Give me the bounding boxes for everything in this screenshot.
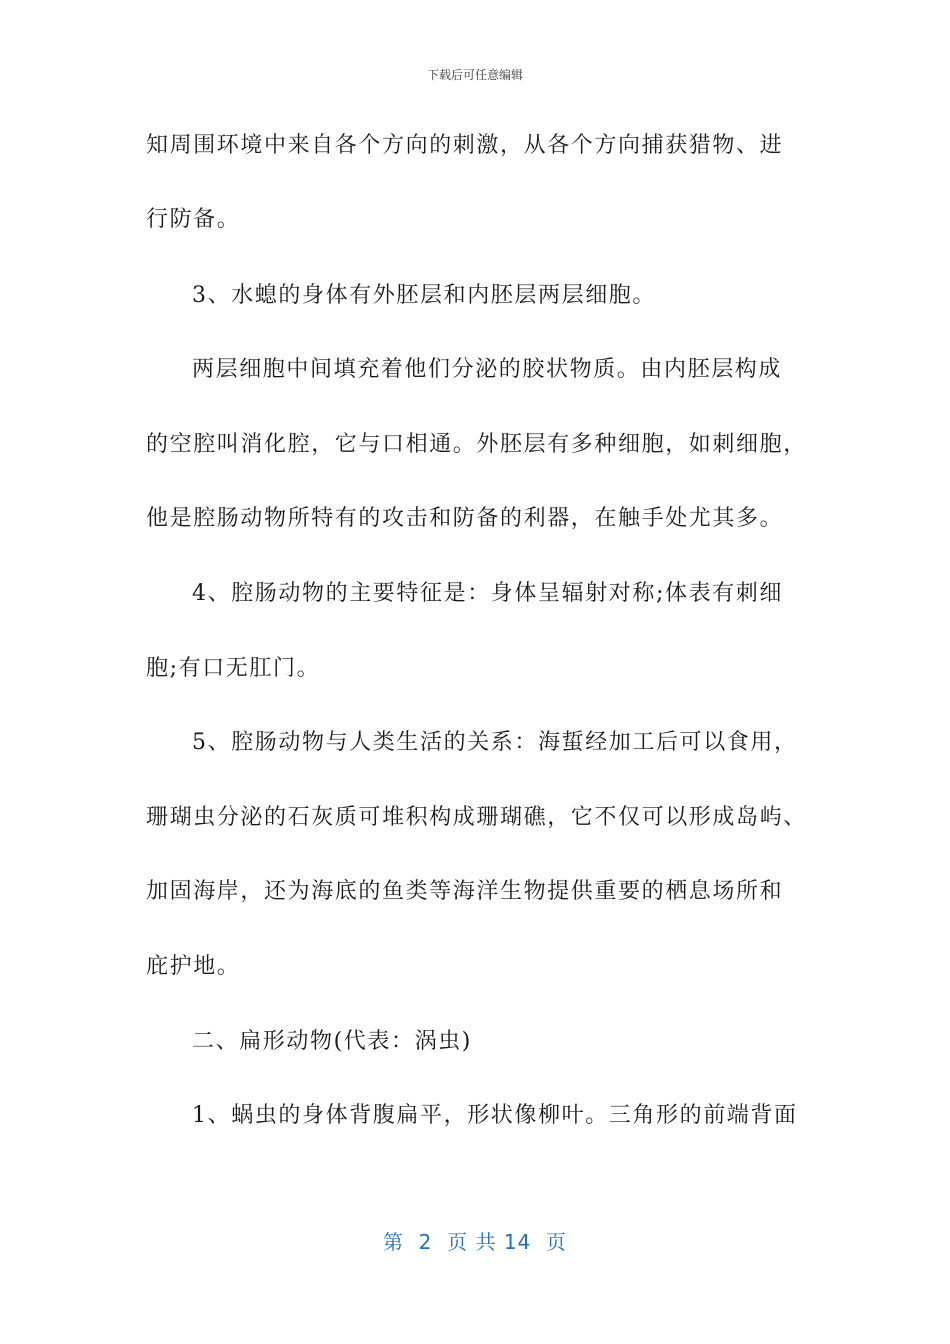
paragraph-line: 他是腔肠动物所特有的攻击和防备的利器，在触手处尤其多。 bbox=[146, 506, 784, 531]
paragraph-line: 加固海岸，还为海底的鱼类等海洋生物提供重要的栖息场所和 bbox=[146, 879, 784, 904]
paragraph-line: 庇护地。 bbox=[146, 954, 241, 979]
paragraph-line: 胞;有口无肛门。 bbox=[146, 656, 321, 681]
paragraph-line: 4、腔肠动物的主要特征是：身体呈辐射对称;体表有刺细 bbox=[192, 581, 784, 606]
page-number-footer: 第 2 页 共 14 页 bbox=[382, 1230, 568, 1254]
paragraph-line: 行防备。 bbox=[146, 207, 241, 232]
paragraph-line: 的空腔叫消化腔，它与口相通。外胚层有多种细胞，如刺细胞， bbox=[146, 432, 807, 457]
paragraph-line: 两层细胞中间填充着他们分泌的胶状物质。由内胚层构成 bbox=[192, 357, 783, 382]
paragraph-line: 珊瑚虫分泌的石灰质可堆积构成珊瑚礁，它不仅可以形成岛屿、 bbox=[146, 805, 807, 830]
paragraph-line: 3、水螅的身体有外胚层和内胚层两层细胞。 bbox=[192, 283, 656, 308]
paragraph-line: 知周围环境中来自各个方向的刺激，从各个方向捕获猎物、进 bbox=[146, 133, 784, 158]
section-heading: 二、扁形动物(代表：涡虫) bbox=[192, 1029, 472, 1054]
paragraph-line: 1、蜗虫的身体背腹扁平，形状像柳叶。三角形的前端背面 bbox=[192, 1103, 798, 1128]
header-note: 下载后可任意编辑 bbox=[426, 68, 523, 82]
paragraph-line: 5、腔肠动物与人类生活的关系：海蜇经加工后可以食用， bbox=[192, 730, 798, 755]
